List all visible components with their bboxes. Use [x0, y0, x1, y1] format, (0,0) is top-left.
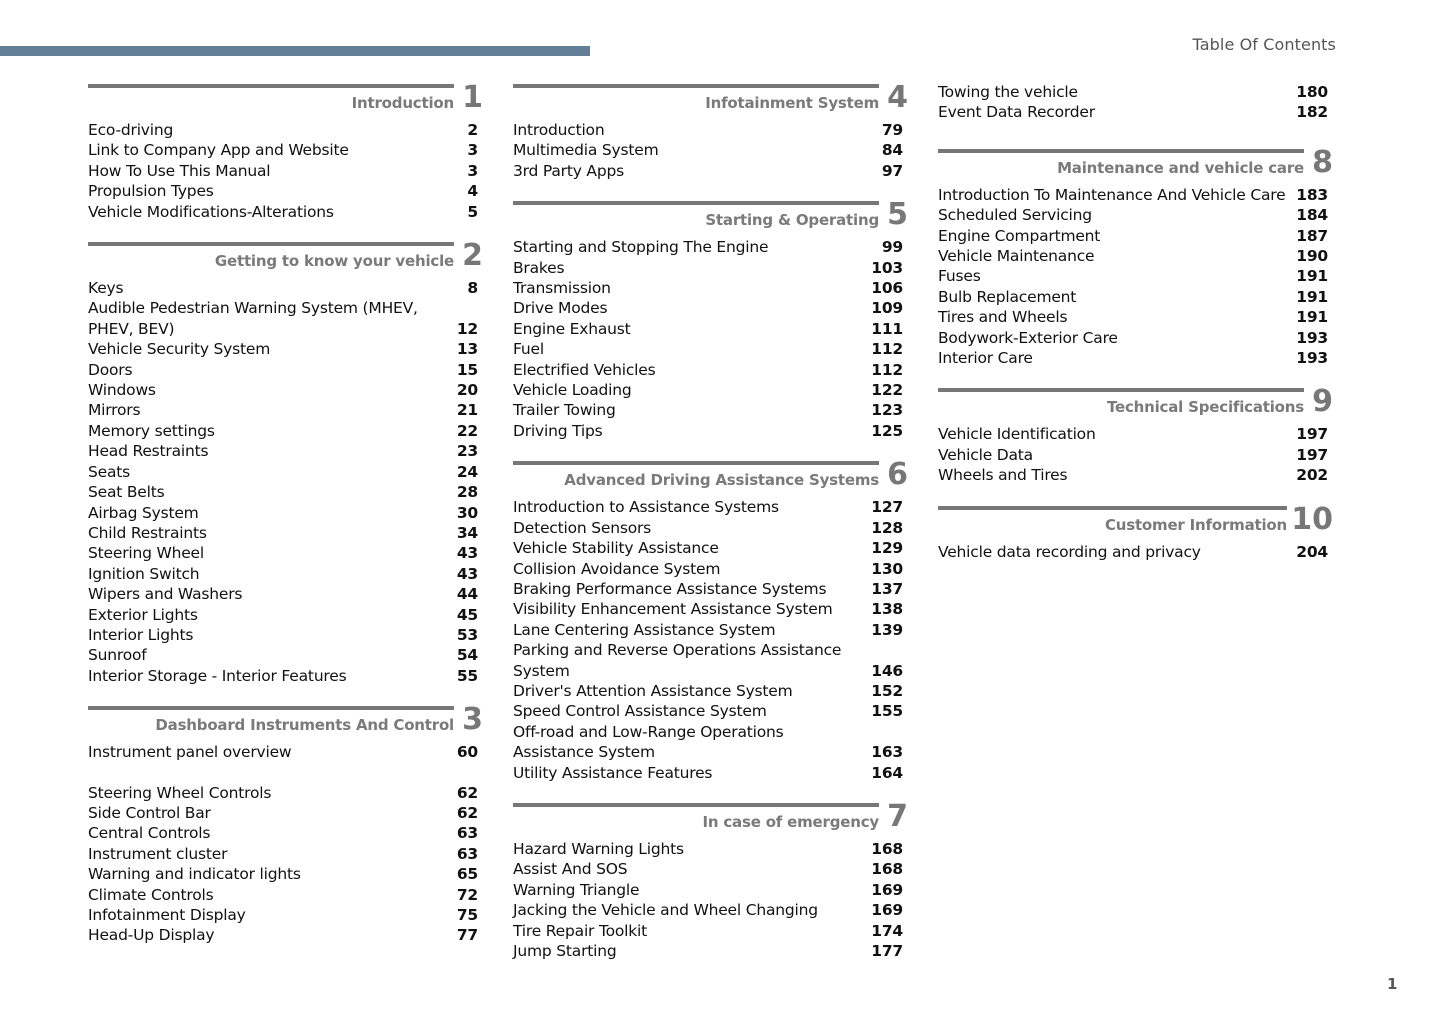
section-title: Maintenance and vehicle care — [1057, 158, 1304, 177]
toc-entry-page: 22 — [456, 421, 478, 440]
toc-entry[interactable] — [88, 380, 483, 400]
toc-entry-page: 187 — [1296, 226, 1328, 245]
toc-entry-label: Hazard Warning Lights — [513, 839, 684, 858]
section-title: Advanced Driving Assistance Systems — [564, 471, 879, 490]
toc-section — [88, 240, 483, 686]
toc-entry-page: 197 — [1296, 425, 1328, 444]
toc-entry[interactable] — [513, 360, 908, 380]
toc-entry-label: Speed Control Assistance System — [513, 702, 767, 721]
toc-entry-page: 169 — [871, 901, 903, 920]
toc-entry-label: Vehicle Data — [938, 445, 1033, 464]
toc-entry-page: 137 — [871, 579, 903, 598]
toc-entry-label: Head-Up Display — [88, 926, 215, 945]
toc-entry-page: 45 — [456, 605, 478, 624]
toc-entry-label: Eco-driving — [88, 121, 174, 139]
toc-entry[interactable] — [513, 140, 908, 160]
toc-entry-page: 23 — [456, 442, 478, 461]
toc-entry[interactable] — [513, 237, 908, 257]
toc-entry-label: Tire Repair Toolkit — [513, 921, 648, 940]
toc-entry-label: Electrified Vehicles — [513, 360, 656, 379]
toc-entry-label: Engine Exhaust — [513, 319, 631, 338]
section-number: 3 — [462, 702, 483, 738]
toc-entry-label: Propulsion Types — [88, 182, 214, 201]
section-title: In case of emergency — [702, 812, 879, 831]
toc-entry-label: Bodywork-Exterior Care — [938, 328, 1118, 347]
toc-entry-page: 62 — [456, 803, 478, 822]
toc-entry-page: 12 — [456, 319, 478, 338]
toc-entry[interactable] — [938, 266, 1333, 286]
toc-entry[interactable] — [513, 599, 908, 619]
toc-entry-label: Steering Wheel — [88, 544, 204, 563]
toc-entry[interactable] — [513, 497, 908, 517]
toc-entry[interactable] — [513, 538, 908, 558]
toc-entry-page: 77 — [456, 926, 478, 945]
toc-entry-page: 8 — [467, 279, 478, 298]
toc-entry-page: 139 — [871, 620, 903, 639]
toc-entry-label: Braking Performance Assistance Systems — [513, 579, 827, 598]
toc-entry-page: 21 — [456, 401, 478, 420]
toc-entry-label: Introduction — [513, 121, 605, 139]
toc-entry[interactable] — [513, 941, 908, 961]
toc-entry[interactable] — [513, 859, 908, 879]
toc-entry-page: 112 — [871, 360, 903, 379]
toc-entry-label: 3rd Party Apps — [513, 161, 624, 180]
toc-section — [938, 144, 1333, 369]
section-divider — [513, 201, 879, 205]
toc-column-3 — [938, 82, 1333, 580]
toc-section — [88, 82, 483, 222]
toc-entry[interactable] — [88, 181, 483, 201]
toc-entry-page: 44 — [456, 585, 478, 604]
toc-entry-page: 3 — [467, 161, 478, 180]
toc-entry[interactable] — [88, 844, 483, 864]
toc-entry-label: Warning Triangle — [513, 880, 640, 899]
toc-entry[interactable] — [938, 205, 1333, 225]
section-divider — [88, 242, 454, 246]
toc-entry[interactable] — [88, 885, 483, 905]
toc-entry-label: Driver's Attention Assistance System — [513, 681, 793, 700]
toc-entry[interactable] — [88, 864, 483, 884]
toc-column-1 — [88, 82, 483, 964]
toc-entry-page: 193 — [1296, 328, 1328, 347]
section-header[interactable] — [513, 82, 908, 120]
section-header[interactable] — [938, 386, 1333, 424]
section-divider — [938, 149, 1304, 153]
toc-entry-page: 75 — [456, 906, 478, 924]
toc-entry-page: 34 — [456, 523, 478, 542]
section-header[interactable] — [938, 144, 1333, 185]
toc-entry-page: 3 — [467, 141, 478, 160]
toc-entry-page: 122 — [871, 381, 903, 400]
toc-entry[interactable] — [513, 640, 908, 681]
toc-entry-label: Bulb Replacement — [938, 287, 1077, 306]
toc-entry-page: 55 — [456, 666, 478, 685]
toc-entry-label: Tires and Wheels — [938, 308, 1068, 327]
toc-entry-page: 15 — [456, 360, 478, 379]
toc-entry[interactable] — [88, 783, 483, 803]
toc-entry-page: 24 — [456, 462, 478, 481]
section-number: 9 — [1312, 384, 1333, 420]
toc-entry-page: 169 — [871, 880, 903, 899]
toc-entry[interactable] — [88, 925, 483, 945]
toc-entry-page: 99 — [881, 238, 903, 257]
toc-entry-label: Fuel — [513, 340, 544, 359]
section-divider — [88, 84, 454, 88]
toc-entry-label: Exterior Lights — [88, 605, 198, 624]
toc-entry-label: Side Control Bar — [88, 803, 211, 822]
toc-entry[interactable] — [513, 839, 908, 859]
toc-entry[interactable] — [88, 202, 483, 222]
section-divider — [513, 461, 879, 465]
toc-entry-page: 168 — [871, 839, 903, 858]
toc-entry-page: 191 — [1296, 267, 1328, 286]
toc-entry-label: Interior Care — [938, 349, 1033, 368]
toc-entry[interactable] — [88, 803, 483, 823]
toc-entry[interactable] — [513, 559, 908, 579]
toc-entry-page: 202 — [1296, 466, 1328, 485]
toc-entry-label: Trailer Towing — [513, 401, 616, 420]
toc-entry[interactable] — [938, 82, 1333, 102]
toc-entry-label: How To Use This Manual — [88, 161, 271, 180]
toc-section — [88, 704, 483, 946]
toc-entry-page: 128 — [871, 518, 903, 537]
toc-entry-page: 43 — [456, 564, 478, 583]
toc-section — [513, 199, 908, 441]
toc-entry-label: Vehicle Security System — [88, 340, 271, 359]
toc-entry-label: Starting and Stopping The Engine — [513, 238, 769, 257]
toc-entry[interactable] — [513, 763, 908, 783]
section-divider — [938, 506, 1287, 510]
toc-entry[interactable] — [938, 465, 1333, 485]
toc-entry-label: Instrument panel overview — [88, 743, 292, 762]
toc-entry-page: 5 — [467, 202, 478, 221]
toc-entry[interactable] — [88, 625, 483, 645]
toc-entry[interactable] — [513, 161, 908, 181]
toc-entry-page: 193 — [1296, 349, 1328, 368]
toc-entry-page: 60 — [456, 743, 478, 762]
toc-section — [513, 82, 908, 181]
section-title: Introduction — [351, 94, 454, 112]
toc-entry-label: Jump Starting — [513, 942, 617, 960]
toc-entry-label: Sunroof — [88, 646, 147, 665]
toc-section — [938, 501, 1333, 562]
toc-entry-page: 106 — [871, 279, 903, 298]
toc-entry-page: 53 — [456, 625, 478, 644]
toc-entry[interactable] — [513, 620, 908, 640]
toc-entry-label: Warning and indicator lights — [88, 865, 301, 884]
toc-entry-page: 13 — [456, 340, 478, 359]
toc-entry[interactable] — [513, 298, 908, 318]
toc-entry[interactable] — [88, 441, 483, 461]
toc-spacer — [88, 763, 483, 783]
toc-entry[interactable] — [513, 518, 908, 538]
toc-entry[interactable] — [88, 543, 483, 563]
toc-entry-label: Interior Lights — [88, 625, 194, 644]
toc-entry-page: 190 — [1296, 247, 1328, 266]
section-title: Infotainment System — [705, 94, 879, 112]
toc-entry[interactable] — [513, 722, 908, 763]
toc-entry[interactable] — [88, 421, 483, 441]
toc-entry[interactable] — [88, 523, 483, 543]
toc-entry-page: 72 — [456, 885, 478, 904]
toc-entry-label: Introduction To Maintenance And Vehicle Care — [938, 185, 1286, 204]
toc-entry-label: Wheels and Tires — [938, 466, 1068, 485]
toc-entry-page: 63 — [456, 844, 478, 863]
toc-entry[interactable] — [88, 905, 483, 925]
toc-entry[interactable] — [513, 421, 908, 441]
toc-continued-entries — [938, 82, 1333, 123]
section-header[interactable] — [938, 501, 1333, 542]
toc-entry-label: Airbag System — [88, 503, 199, 522]
toc-entry-page: 130 — [871, 559, 903, 578]
section-title: Technical Specifications — [1106, 398, 1304, 417]
toc-entry-label: Lane Centering Assistance System — [513, 620, 776, 639]
toc-entry-page: 127 — [871, 498, 903, 517]
toc-entry-page: 182 — [1296, 103, 1328, 122]
toc-entry-page: 146 — [871, 661, 903, 680]
section-header[interactable] — [513, 798, 908, 839]
toc-entry-label: Steering Wheel Controls — [88, 783, 272, 802]
toc-entry[interactable] — [513, 701, 908, 721]
toc-entry-page: 84 — [881, 141, 903, 160]
toc-entry-label: Child Restraints — [88, 523, 207, 542]
toc-entry[interactable] — [513, 120, 908, 140]
toc-entry-label: Event Data Recorder — [938, 103, 1095, 122]
toc-entry-page: 129 — [871, 539, 903, 558]
section-number: 1 — [462, 80, 483, 115]
toc-entry-label: Drive Modes — [513, 299, 608, 318]
section-divider — [513, 84, 879, 88]
toc-entry-label: Vehicle data recording and privacy — [938, 542, 1201, 561]
section-divider — [88, 706, 454, 710]
toc-entry[interactable] — [88, 400, 483, 420]
section-number: 2 — [462, 238, 483, 274]
toc-entry-page: 184 — [1296, 206, 1328, 225]
toc-entry-label: Vehicle Loading — [513, 381, 632, 400]
section-title: Dashboard Instruments And Control — [155, 716, 454, 735]
toc-entry[interactable] — [88, 462, 483, 482]
toc-entry[interactable] — [88, 645, 483, 665]
toc-entry[interactable] — [88, 666, 483, 686]
toc-entry-label: Vehicle Maintenance — [938, 247, 1095, 266]
toc-entry[interactable] — [513, 579, 908, 599]
toc-entry[interactable] — [513, 278, 908, 298]
toc-column-2 — [513, 82, 908, 979]
section-number: 5 — [887, 197, 908, 233]
toc-section — [513, 798, 908, 961]
toc-entry-label: Windows — [88, 381, 156, 400]
toc-entry-label: Seats — [88, 462, 131, 481]
toc-entry-page: 191 — [1296, 308, 1328, 327]
toc-entry[interactable] — [88, 823, 483, 843]
toc-entry[interactable] — [938, 287, 1333, 307]
toc-entry-page: 62 — [456, 783, 478, 802]
toc-entry-label: Multimedia System — [513, 141, 659, 160]
toc-entry-page: 125 — [871, 421, 903, 440]
section-header[interactable] — [88, 82, 483, 120]
toc-entry-page: 63 — [456, 824, 478, 843]
toc-entry-label: Off-road and Low-Range Operations Assistance System — [513, 722, 784, 762]
toc-entry-label: Keys — [88, 279, 124, 298]
toc-entry-page: 43 — [456, 544, 478, 563]
toc-entry-label: Utility Assistance Features — [513, 763, 713, 782]
toc-entry[interactable] — [88, 482, 483, 502]
toc-entry-label: Mirrors — [88, 401, 141, 420]
toc-entry-page: 54 — [456, 646, 478, 665]
toc-entry-page: 109 — [871, 299, 903, 318]
section-number: 4 — [887, 80, 908, 115]
toc-entry[interactable] — [88, 298, 483, 339]
toc-entry[interactable] — [88, 278, 483, 298]
toc-entry-label: Jacking the Vehicle and Wheel Changing — [513, 901, 818, 920]
toc-entry[interactable] — [88, 564, 483, 584]
toc-entry[interactable] — [938, 246, 1333, 266]
page-title: Table Of Contents — [1192, 35, 1336, 54]
toc-entry[interactable] — [938, 185, 1333, 205]
toc-entry-label: Head Restraints — [88, 442, 209, 461]
toc-entry[interactable] — [88, 120, 483, 140]
header-accent-bar — [0, 46, 590, 56]
toc-entry-page: 197 — [1296, 445, 1328, 464]
section-divider — [513, 803, 879, 807]
toc-entry[interactable] — [513, 900, 908, 920]
toc-entry[interactable] — [88, 339, 483, 359]
toc-entry[interactable] — [88, 742, 483, 762]
toc-entry-page: 65 — [456, 865, 478, 884]
toc-entry[interactable] — [88, 140, 483, 160]
toc-entry[interactable] — [513, 681, 908, 701]
toc-entry-label: Instrument cluster — [88, 844, 228, 863]
toc-entry-page: 79 — [881, 121, 903, 139]
toc-entry-page: 123 — [871, 401, 903, 420]
toc-entry-page: 204 — [1296, 542, 1328, 561]
toc-entry-label: Doors — [88, 360, 133, 379]
toc-entry-label: Scheduled Servicing — [938, 206, 1092, 225]
toc-entry[interactable] — [88, 503, 483, 523]
toc-entry-page: 138 — [871, 600, 903, 619]
toc-entry-label: Towing the vehicle — [938, 83, 1078, 101]
toc-entry[interactable] — [88, 360, 483, 380]
toc-entry[interactable] — [938, 445, 1333, 465]
toc-entry-label: Engine Compartment — [938, 226, 1101, 245]
toc-entry-label: Vehicle Stability Assistance — [513, 539, 719, 558]
toc-entry[interactable] — [938, 102, 1333, 122]
section-header[interactable] — [88, 240, 483, 278]
toc-entry-page: 97 — [881, 161, 903, 180]
toc-entry-label: Driving Tips — [513, 421, 603, 440]
toc-entry-page: 111 — [871, 319, 903, 338]
toc-entry-label: Vehicle Identification — [938, 425, 1096, 444]
toc-entry[interactable] — [513, 339, 908, 359]
toc-entry-label: Central Controls — [88, 824, 211, 843]
toc-entry[interactable] — [938, 328, 1333, 348]
toc-entry-label: Transmission — [513, 279, 611, 298]
toc-entry[interactable] — [938, 542, 1333, 562]
toc-entry-page: 155 — [871, 702, 903, 721]
toc-entry[interactable] — [88, 605, 483, 625]
toc-entry-label: Infotainment Display — [88, 906, 246, 924]
section-title: Customer Information — [1104, 515, 1287, 534]
toc-entry-label: Interior Storage - Interior Features — [88, 666, 347, 685]
toc-entry-page: 163 — [871, 743, 903, 762]
toc-entry[interactable] — [938, 348, 1333, 368]
toc-entry-page: 152 — [871, 681, 903, 700]
toc-entry[interactable] — [938, 424, 1333, 444]
toc-entry-page: 174 — [871, 921, 903, 940]
toc-entry[interactable] — [513, 400, 908, 420]
section-header[interactable] — [513, 459, 908, 497]
toc-entry-page: 183 — [1296, 185, 1328, 204]
toc-entry-label: Ignition Switch — [88, 564, 200, 583]
toc-entry[interactable] — [938, 307, 1333, 327]
toc-entry[interactable] — [88, 161, 483, 181]
toc-entry[interactable] — [513, 380, 908, 400]
toc-entry-label: Memory settings — [88, 421, 215, 440]
toc-entry-label: Climate Controls — [88, 885, 214, 904]
toc-entry-label: Vehicle Modifications-Alterations — [88, 202, 334, 221]
toc-section — [513, 459, 908, 783]
section-title: Getting to know your vehicle — [214, 252, 454, 271]
section-divider — [938, 388, 1304, 392]
toc-entry[interactable] — [938, 226, 1333, 246]
section-number: 7 — [887, 798, 908, 834]
section-title: Starting & Operating — [705, 211, 879, 230]
toc-entry[interactable] — [88, 584, 483, 604]
toc-entry-label: Introduction to Assistance Systems — [513, 498, 779, 517]
toc-entry-page: 191 — [1296, 287, 1328, 306]
toc-entry-label: Assist And SOS — [513, 860, 628, 879]
toc-entry-page: 4 — [467, 182, 478, 201]
toc-entry[interactable] — [513, 319, 908, 339]
toc-entry-page: 20 — [456, 381, 478, 400]
toc-entry-page: 103 — [871, 258, 903, 277]
toc-entry-page: 28 — [456, 483, 478, 502]
toc-entry-page: 177 — [871, 942, 903, 960]
section-number: 6 — [887, 457, 908, 493]
toc-entry-page: 180 — [1296, 83, 1328, 101]
toc-entry-label: Fuses — [938, 267, 981, 286]
toc-entry-label: Seat Belts — [88, 483, 165, 502]
toc-section — [938, 386, 1333, 485]
toc-entry-label: Brakes — [513, 258, 565, 277]
toc-entry[interactable] — [513, 880, 908, 900]
page-number: 1 — [1387, 975, 1398, 993]
toc-entry-page: 2 — [467, 121, 478, 139]
toc-entry-label: Detection Sensors — [513, 518, 652, 537]
toc-entry-page: 30 — [456, 503, 478, 522]
toc-entry-label: Collision Avoidance System — [513, 559, 721, 578]
toc-entry[interactable] — [513, 921, 908, 941]
toc-entry-label: Wipers and Washers — [88, 585, 243, 604]
toc-entry-page: 112 — [871, 340, 903, 359]
section-header[interactable] — [513, 199, 908, 237]
section-header[interactable] — [88, 704, 483, 742]
toc-entry-label: Audible Pedestrian Warning System (MHEV, PHEV, BEV) — [88, 299, 418, 338]
toc-entry[interactable] — [513, 258, 908, 278]
toc-entry-label: Parking and Reverse Operations Assistance System — [513, 641, 842, 680]
toc-entry-label: Visibility Enhancement Assistance System — [513, 600, 833, 619]
section-number: 10 — [1291, 501, 1333, 537]
toc-entry-page: 168 — [871, 860, 903, 879]
toc-entry-label: Link to Company App and Website — [88, 141, 349, 160]
section-number: 8 — [1312, 144, 1333, 180]
toc-entry-page: 164 — [871, 763, 903, 782]
